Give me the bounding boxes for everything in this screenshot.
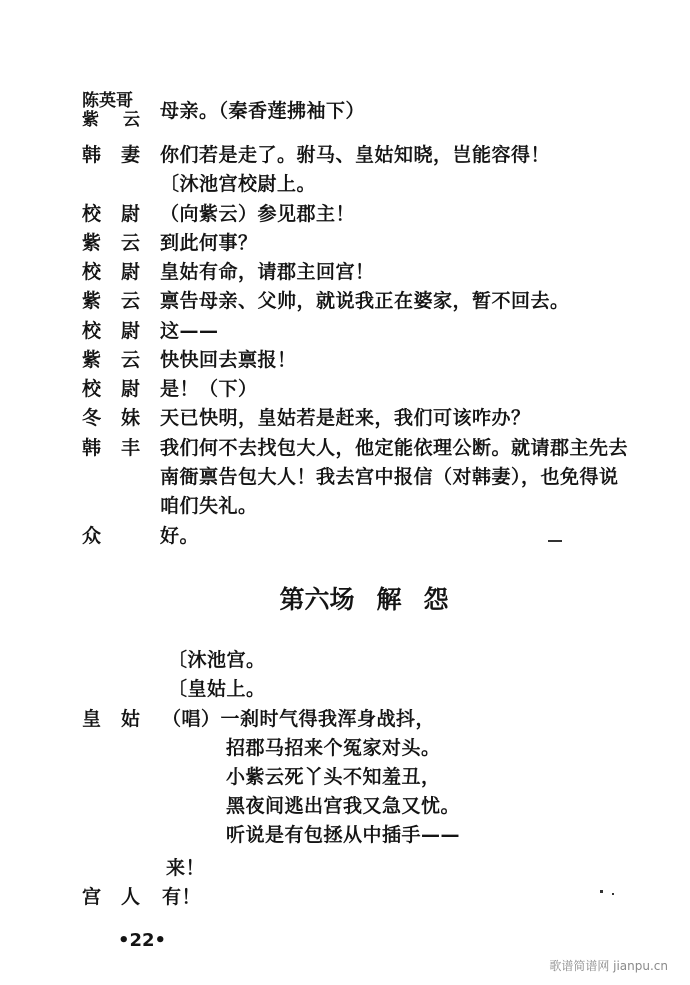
- dialogue-text: 咱们失礼。: [160, 495, 258, 517]
- speaker-name: 校 尉: [82, 203, 140, 225]
- print-mark: [600, 890, 603, 893]
- verse-line: [0, 791, 690, 821]
- speaker-name: 皇 姑: [82, 708, 140, 730]
- dialogue-line: [0, 286, 690, 316]
- dialogue-text: 是！（下）: [160, 378, 258, 400]
- dialogue-line: [0, 433, 690, 463]
- speaker-name: 宫 人: [82, 886, 140, 908]
- speaker-name: 紫 云: [82, 232, 140, 254]
- speaker-name: 紫 云: [82, 349, 140, 371]
- dialogue-text: 南衙禀告包大人！我去宫中报信（对韩妻），也免得说: [160, 466, 619, 488]
- scene-heading: [0, 582, 690, 618]
- dialogue-text: 到此何事？: [160, 232, 258, 254]
- scene-number: 第六场: [279, 585, 355, 614]
- sung-text: 听说是有包拯从中插手——: [226, 824, 461, 846]
- scene-title: 解怨: [376, 585, 471, 614]
- dialogue-text: 有！: [162, 886, 202, 908]
- speaker-name: 韩 妻: [82, 144, 140, 166]
- verse-line: [0, 820, 690, 850]
- stage-direction: [0, 674, 690, 704]
- sung-text: （唱）一刹时气得我浑身战抖，: [162, 708, 436, 730]
- dialogue-line: [0, 374, 690, 404]
- dialogue-continuation: [0, 462, 690, 492]
- stage-direction-text: 〔皇姑上。: [168, 678, 266, 700]
- dialogue-line: [0, 257, 690, 287]
- dialogue-text: （向紫云）参见郡主！: [160, 203, 356, 225]
- dialogue-line: [0, 316, 690, 346]
- dialogue-line: [0, 199, 690, 229]
- speaker-name: 校 尉: [82, 320, 140, 342]
- dialogue-line-0: [0, 96, 690, 126]
- stage-direction: [0, 645, 690, 675]
- dialogue-line: [0, 403, 690, 433]
- dialogue-text: 快快回去禀报！: [160, 349, 297, 371]
- dialogue-text: 好。: [160, 525, 200, 547]
- dialogue-line: [0, 345, 690, 375]
- dialogue-text: 这——: [160, 320, 219, 342]
- dialogue-text: 我们何不去找包大人，他定能依理公断。就请郡主先去: [160, 437, 629, 459]
- spoken-text: 来！: [166, 857, 206, 879]
- speaker-name: 韩 丰: [82, 437, 140, 459]
- dialogue-text: 天已快明，皇姑若是赶来，我们可该咋办？: [160, 407, 531, 429]
- dialogue-line: [0, 140, 690, 170]
- speaker-name: 紫 云: [82, 290, 140, 312]
- stage-direction: [0, 169, 690, 199]
- speaker-name: 众: [82, 525, 102, 547]
- print-mark: [548, 540, 562, 542]
- speaker-chen-yingge: 陈英哥: [82, 91, 133, 111]
- stage-direction-text: 〔沐池宫。: [168, 649, 266, 671]
- sung-text: 小紫云死丫头不知羞丑，: [226, 766, 441, 788]
- dialogue-text: 你们若是走了。驸马、皇姑知晓，岂能容得！: [160, 144, 551, 166]
- dialogue-text: 皇姑有命，请郡主回宫！: [160, 261, 375, 283]
- spoken-line: [0, 853, 690, 883]
- speaker-name: 校 尉: [82, 378, 140, 400]
- sung-text: 招郡马招来个冤家对头。: [226, 737, 441, 759]
- dialogue-line: [0, 228, 690, 258]
- dialogue-text: 母亲。（秦香莲拂袖下）: [160, 100, 366, 122]
- dialogue-line: [0, 882, 690, 912]
- verse-line: [0, 733, 690, 763]
- stage-direction-text: 〔沐池宫校尉上。: [160, 173, 317, 195]
- dialogue-text: 禀告母亲、父帅，就说我正在婆家，暂不回去。: [160, 290, 570, 312]
- speaker-ziyun: 紫 云: [82, 110, 140, 130]
- dialogue-line: [0, 704, 690, 734]
- page-number: •22•: [118, 930, 167, 951]
- speaker-name: 校 尉: [82, 261, 140, 283]
- verse-line: [0, 762, 690, 792]
- dialogue-continuation: [0, 491, 690, 521]
- site-watermark: 歌谱简谱网 jianpu.cn: [549, 959, 668, 973]
- print-mark: [612, 893, 614, 895]
- speaker-name: 冬 妹: [82, 407, 140, 429]
- sung-text: 黑夜间逃出宫我又急又忧。: [226, 795, 461, 817]
- dialogue-line: [0, 521, 690, 551]
